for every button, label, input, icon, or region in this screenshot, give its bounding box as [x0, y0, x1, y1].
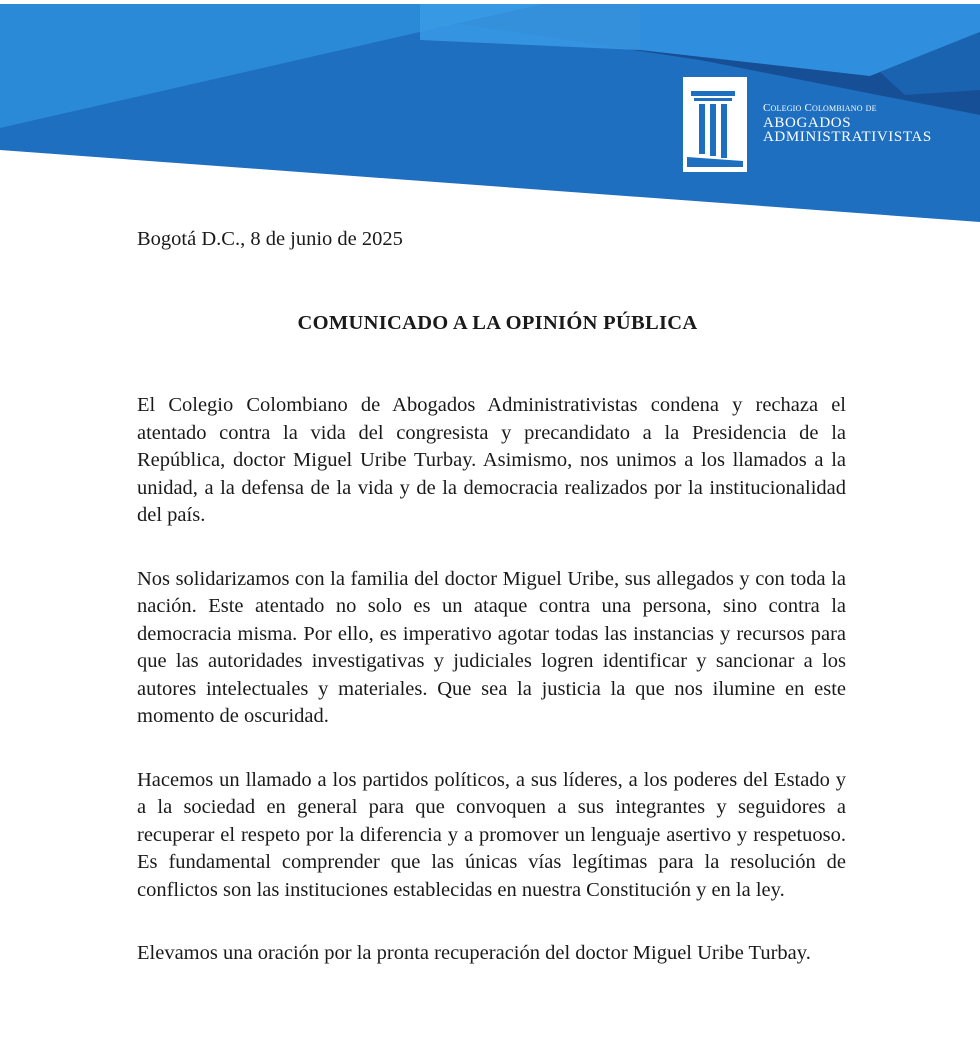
paragraph-1: El Colegio Colombiano de Abogados Administrativistas condena y rechaza el atentado contra la vida del congresista y precandidato a la Presidencia de la República, doctor Miguel Uribe Turbay. Asimismo, nos unimos a los llamados a la unidad, a la defensa de la vida y de la democracia realizados por la institucionalidad del país.	[137, 394, 846, 526]
paragraph-2: Nos solidarizamos con la familia del doctor Miguel Uribe, sus allegados y con toda la nación. Este atentado no solo es un ataque contra una persona, sino contra la democracia misma. Por ello, es imperativo agotar todas las instancias y recursos para que las autoridades investigativas y judiciales logren identificar y sancionar a los autores intelectuales y materiales. Que sea la justicia la que nos ilumine en este momento de oscuridad.	[137, 567, 846, 727]
document-title: COMUNICADO A LA OPINIÓN PÚBLICA	[297, 312, 698, 334]
banner-top-edge	[0, 0, 980, 4]
org-name-line3: ADMINISTRATIVISTAS	[763, 129, 932, 145]
paragraph-4: Elevamos una oración por la pronta recuperación del doctor Miguel Uribe Turbay.	[137, 942, 811, 964]
org-name-line1: Colegio Colombiano de	[763, 102, 877, 114]
column-icon	[683, 77, 747, 172]
org-name	[763, 103, 932, 144]
document-body	[137, 226, 846, 968]
paragraph-3: Hacemos un llamado a los partidos políticos, a sus líderes, a los poderes del Estado y a la sociedad en general para que convoquen a sus integrantes y seguidores a recuperar el respeto por la diferencia y a promover un lenguaje asertivo y respetuoso. Es fundamental comprender que las únicas vías legítimas para la resolución de conflictos son las instituciones establecidas en nuestra Constitución y en la ley.	[137, 768, 846, 901]
org-name-line2: ABOGADOS	[763, 115, 852, 131]
date-line: Bogotá D.C., 8 de junio de 2025	[137, 228, 403, 250]
